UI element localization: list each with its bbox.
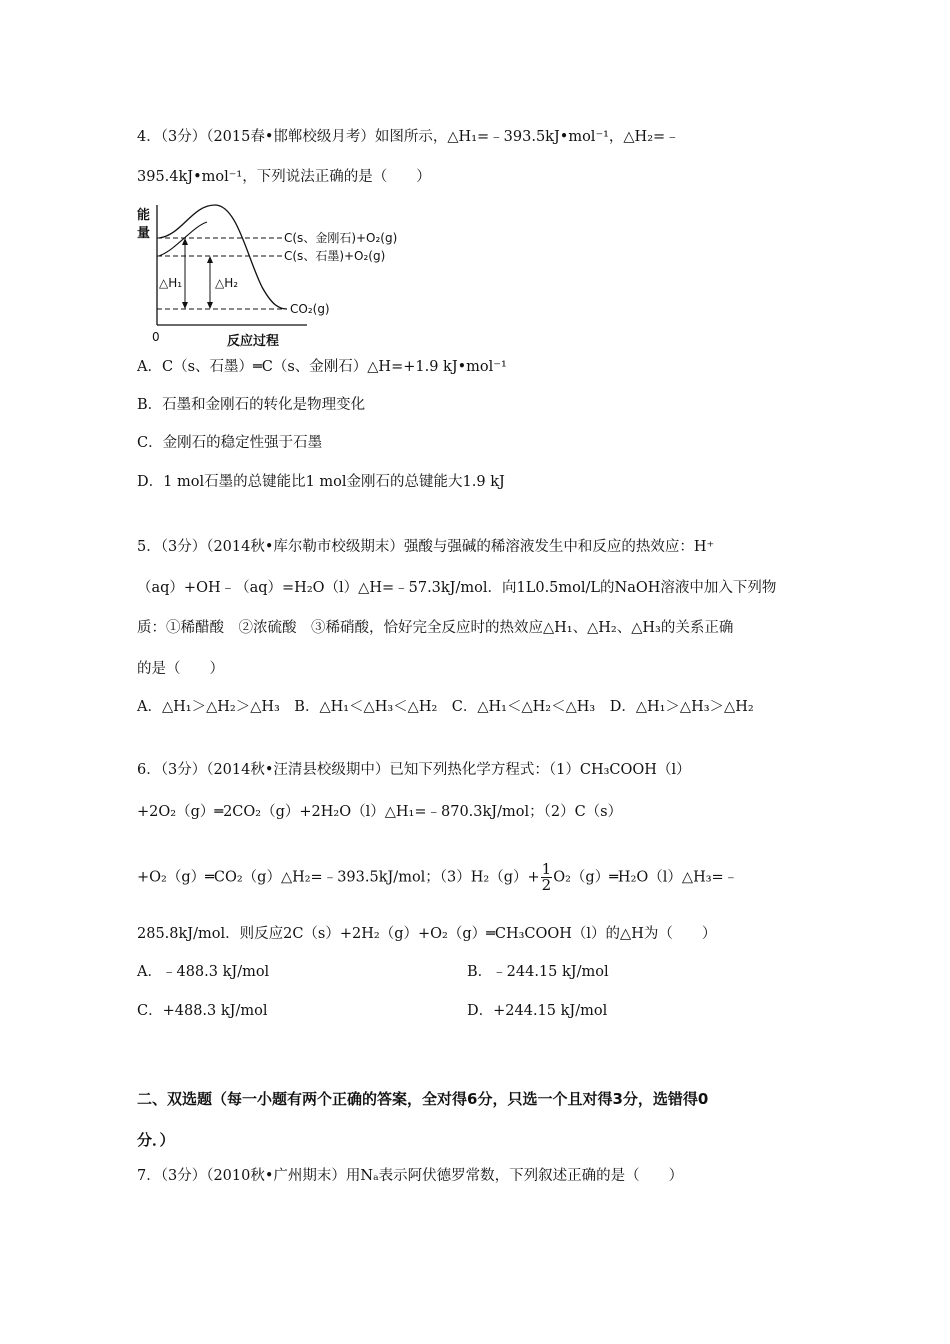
origin-label: 0 bbox=[152, 330, 160, 344]
half-fraction bbox=[541, 862, 553, 893]
section2-heading-line1: 二、双选题（每一小题有两个正确的答案，全对得6分，只选一个且对得3分，选错得0 bbox=[137, 1090, 709, 1108]
fraction-denominator: 2 bbox=[541, 876, 552, 894]
q4-option-c: C．金刚石的稳定性强于石墨 bbox=[137, 435, 323, 451]
energy-diagram bbox=[137, 197, 397, 357]
x-label: 反应过程 bbox=[227, 334, 280, 349]
q4-stem-line2: 395.4kJ•mol⁻¹，下列说法正确的是（ ） bbox=[137, 169, 431, 185]
dh2-label: △H₂ bbox=[215, 276, 239, 290]
dh1-label: △H₁ bbox=[159, 276, 183, 290]
q5-options: A．△H₁＞△H₂＞△H₃ B．△H₁＜△H₃＜△H₂ C．△H₁＜△H₂＜△H₃ D．△H₁＞△H₃＞△H₂ bbox=[137, 699, 754, 715]
q4-stem-line1: 4．（3分）（2015春•邯郸校级月考）如图所示，△H₁=﹣393.5kJ•mol⁻¹，△H₂=﹣ bbox=[137, 129, 680, 145]
q5-stem-line3: 质：①稀醋酸 ②浓硫酸 ③稀硝酸，恰好完全反应时的热效应△H₁、△H₂、△H₃的关系正确 bbox=[137, 620, 734, 636]
q5-stem-line1: 5．（3分）（2014秋•库尔勒市校级期末）强酸与强碱的稀溶液发生中和反应的热效应：H⁺ bbox=[137, 539, 715, 555]
q6-option-c: C．+488.3 kJ/mol bbox=[137, 1003, 268, 1019]
q5-stem-line4: 的是（ ） bbox=[137, 661, 224, 677]
q6-line3-pre: +O₂（g）═CO₂（g）△H₂=﹣393.5kJ/mol；（3）H₂（g）+ bbox=[137, 869, 540, 886]
q6-line3-post: O₂（g）═H₂O（l）△H₃=﹣ bbox=[553, 869, 739, 886]
y-label-2: 量 bbox=[137, 226, 151, 241]
q6-option-b: B．﹣244.15 kJ/mol bbox=[467, 964, 609, 980]
q6-stem-line3 bbox=[137, 862, 738, 893]
graphite-curve bbox=[159, 222, 207, 256]
q7-stem-line1: 7．（3分）（2010秋•广州期末）用Nₐ表示阿伏德罗常数，下列叙述正确的是（ ） bbox=[137, 1168, 684, 1184]
y-label-1: 能 bbox=[137, 208, 151, 223]
co2-label: CO₂(g) bbox=[290, 302, 330, 316]
q6-stem-line2: +2O₂（g）═2CO₂（g）+2H₂O（l）△H₁=﹣870.3kJ/mol；（2）C（s） bbox=[137, 804, 623, 820]
q4-option-d: D．1 mol石墨的总键能比1 mol金刚石的总键能大1.9 kJ bbox=[137, 474, 505, 490]
q6-stem-line4: 285.8kJ/mol．则反应2C（s）+2H₂（g）+O₂（g）═CH₃COOH（l）的△H为（ ） bbox=[137, 926, 717, 942]
graphite-label: C(s、石墨)+O₂(g) bbox=[284, 249, 386, 263]
diamond-curve bbox=[159, 205, 287, 309]
q5-stem-line2: （aq）+OH﹣（aq）=H₂O（l）△H=﹣57.3kJ/mol．向1L0.5mol/L的NaOH溶液中加入下列物 bbox=[137, 580, 777, 596]
q4-option-b: B．石墨和金刚石的转化是物理变化 bbox=[137, 397, 366, 413]
fraction-numerator: 1 bbox=[541, 860, 552, 878]
section2-heading-line2: 分．） bbox=[137, 1131, 175, 1149]
diamond-label: C(s、金刚石)+O₂(g) bbox=[284, 231, 397, 245]
q6-option-a: A．﹣488.3 kJ/mol bbox=[137, 964, 270, 980]
q6-stem-line1: 6．（3分）（2014秋•汪清县校级期中）已知下列热化学方程式：（1）CH₃COOH（l） bbox=[137, 762, 691, 778]
q4-option-a: A．C（s、石墨）═C（s、金刚石）△H=+1.9 kJ•mol⁻¹ bbox=[137, 359, 507, 375]
q6-option-d: D．+244.15 kJ/mol bbox=[467, 1003, 608, 1019]
